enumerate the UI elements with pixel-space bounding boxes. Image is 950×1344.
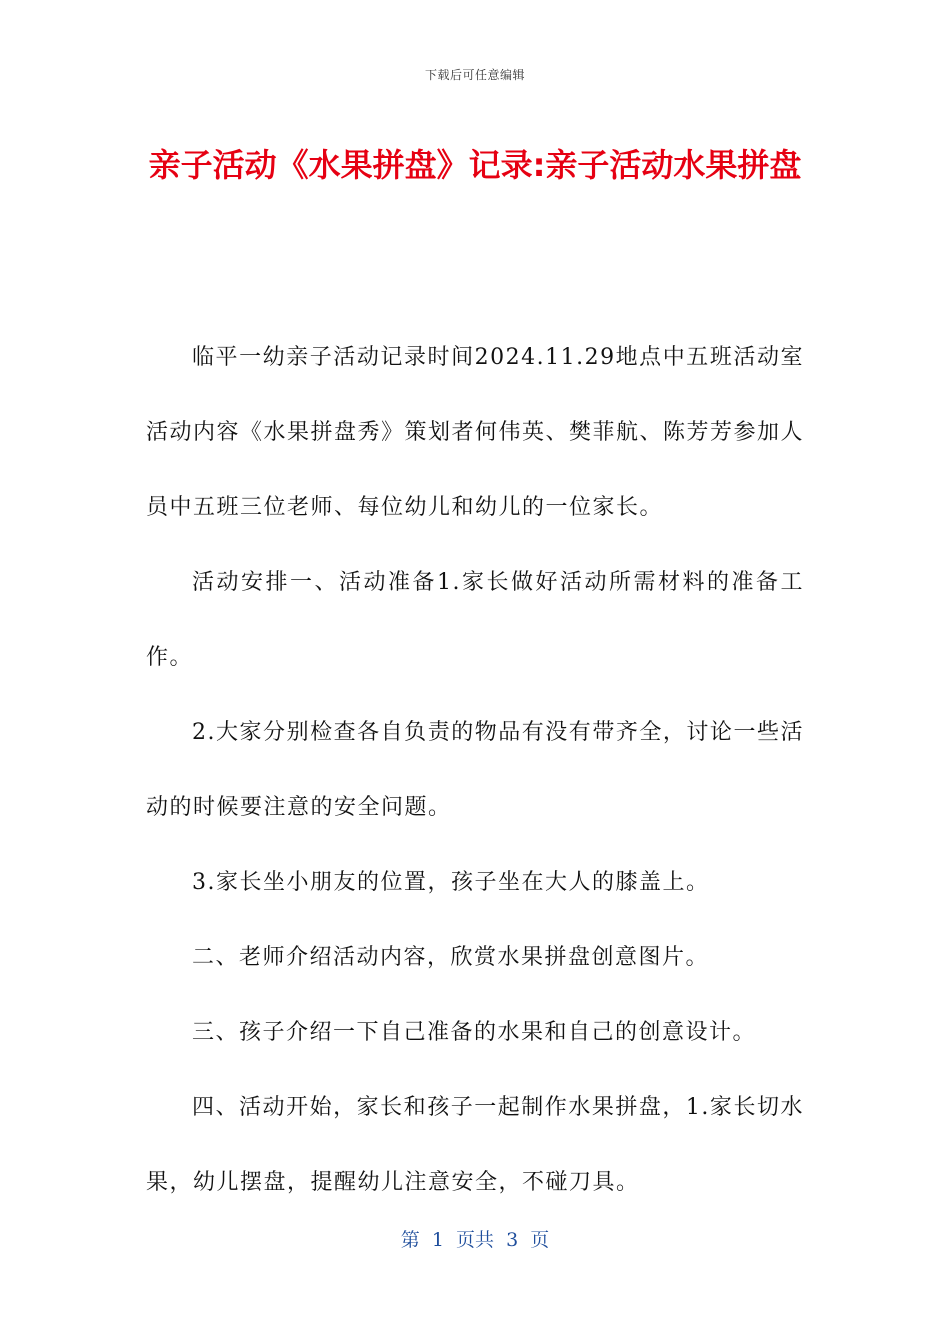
header-note: 下载后可任意编辑 <box>424 68 525 82</box>
document-title: 亲子活动《水果拼盘》记录:亲子活动水果拼盘 <box>148 146 802 184</box>
paragraph: 三、孩子介绍一下自己准备的水果和自己的创意设计。 <box>192 1020 757 1045</box>
document-body <box>146 320 804 1220</box>
page-number-footer: 第 1 页共 3 页 <box>400 1229 550 1251</box>
paragraph: 活动安排一、活动准备1.家长做好活动所需材料的准备工作。 <box>146 570 804 670</box>
paragraph: 3.家长坐小朋友的位置，孩子坐在大人的膝盖上。 <box>192 870 710 895</box>
paragraph: 临平一幼亲子活动记录时间2024.11.29地点中五班活动室活动内容《水果拼盘秀》策划者何伟英、樊菲航、陈芳芳参加人员中五班三位老师、每位幼儿和幼儿的一位家长。 <box>146 345 805 520</box>
paragraph: 四、活动开始，家长和孩子一起制作水果拼盘，1.家长切水果，幼儿摆盘，提醒幼儿注意安全，不碰刀具。 <box>146 1095 804 1195</box>
paragraph: 二、老师介绍活动内容，欣赏水果拼盘创意图片。 <box>192 945 710 970</box>
paragraph: 2.大家分别检查各自负责的物品有没有带齐全，讨论一些活动的时候要注意的安全问题。 <box>146 720 804 820</box>
